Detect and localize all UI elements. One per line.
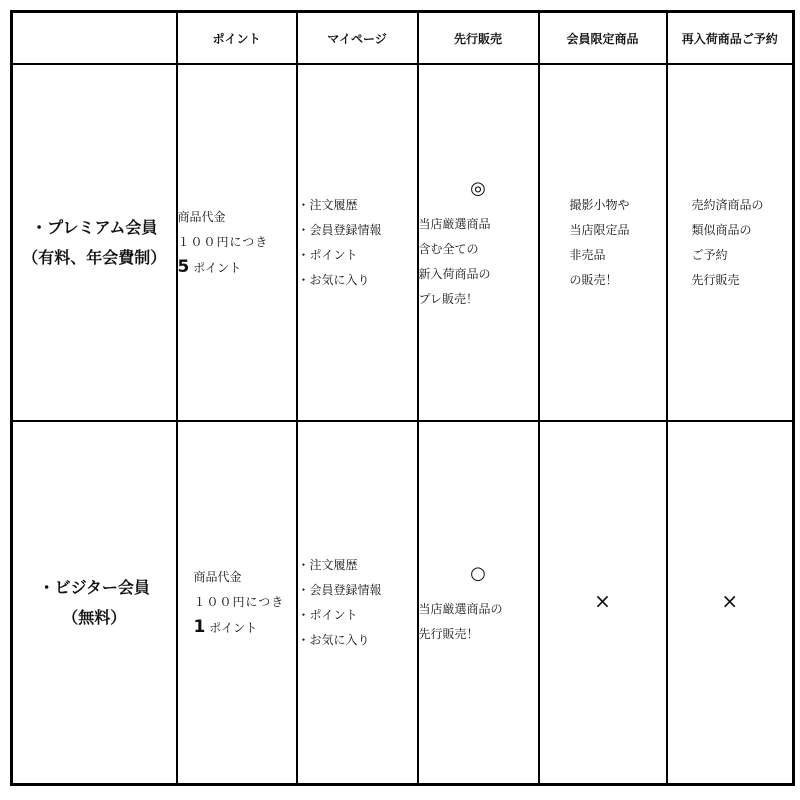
list-item: ・ポイント	[297, 247, 358, 262]
cross-icon: ×	[721, 588, 739, 613]
visitor-fee-note: （無料）	[62, 607, 127, 627]
premium-name-cell	[12, 64, 177, 421]
premium-name: ・プレミアム会員	[31, 217, 158, 237]
points-line1: 商品代金	[177, 209, 226, 224]
points-number: 5	[177, 256, 190, 277]
circle-icon: ○	[470, 562, 486, 584]
presale-line: 先行販売！	[418, 626, 479, 641]
presale-line: プレ販売！	[418, 291, 479, 306]
presale-line: 当店厳選商品	[418, 216, 491, 231]
premium-mypage-cell	[297, 64, 418, 421]
visitor-points-cell	[177, 421, 297, 785]
points-line2: １００円につき	[193, 594, 285, 609]
points-line1: 商品代金	[193, 569, 242, 584]
header-restock: 再入荷商品ご予約	[667, 12, 794, 65]
premium-fee-note: （有料、年会費制）	[22, 247, 167, 267]
header-mypage: マイページ	[297, 12, 418, 65]
restock-line: 類似商品の	[691, 222, 752, 237]
presale-line: 含む全ての	[418, 241, 479, 256]
exclusive-line: の販売！	[569, 272, 618, 287]
list-item: ・お気に入り	[297, 272, 370, 287]
premium-row	[12, 64, 794, 421]
presale-line: 当店厳選商品の	[418, 601, 503, 616]
points-line2: １００円につき	[177, 234, 269, 249]
list-item: ・注文履歴	[297, 557, 358, 572]
exclusive-line: 当店限定品	[569, 222, 630, 237]
list-item: ・ポイント	[297, 607, 358, 622]
premium-points-cell	[177, 64, 297, 421]
premium-restock-cell	[667, 64, 794, 421]
visitor-exclusive-cell	[539, 421, 667, 785]
cross-icon: ×	[594, 588, 611, 613]
header-exclusive: 会員限定商品	[539, 12, 667, 65]
visitor-restock-cell	[667, 421, 794, 785]
exclusive-line: 非売品	[569, 247, 606, 262]
premium-presale-cell	[418, 64, 539, 421]
list-item: ・会員登録情報	[297, 582, 382, 597]
list-item: ・会員登録情報	[297, 222, 382, 237]
header-points: ポイント	[177, 12, 297, 65]
visitor-presale-cell	[418, 421, 539, 785]
header-row	[12, 12, 794, 65]
visitor-name: ・ビジター会員	[38, 577, 150, 597]
list-item: ・注文履歴	[297, 197, 358, 212]
restock-line: 先行販売	[691, 272, 740, 287]
premium-exclusive-cell	[539, 64, 667, 421]
exclusive-line: 撮影小物や	[569, 197, 630, 212]
points-number: 1	[193, 616, 206, 637]
presale-line: 新入荷商品の	[418, 266, 491, 281]
header-presale: 先行販売	[418, 12, 539, 65]
points-unit: ポイント	[209, 620, 258, 635]
header-corner	[12, 12, 177, 65]
visitor-name-cell	[12, 421, 177, 785]
restock-line: 売約済商品の	[691, 197, 764, 212]
visitor-row	[12, 421, 794, 785]
visitor-mypage-cell	[297, 421, 418, 785]
list-item: ・お気に入り	[297, 632, 370, 647]
double-circle-icon: ◎	[470, 177, 486, 199]
membership-comparison-table	[10, 10, 795, 786]
restock-line: ご予約	[691, 247, 728, 262]
points-unit: ポイント	[193, 260, 242, 275]
